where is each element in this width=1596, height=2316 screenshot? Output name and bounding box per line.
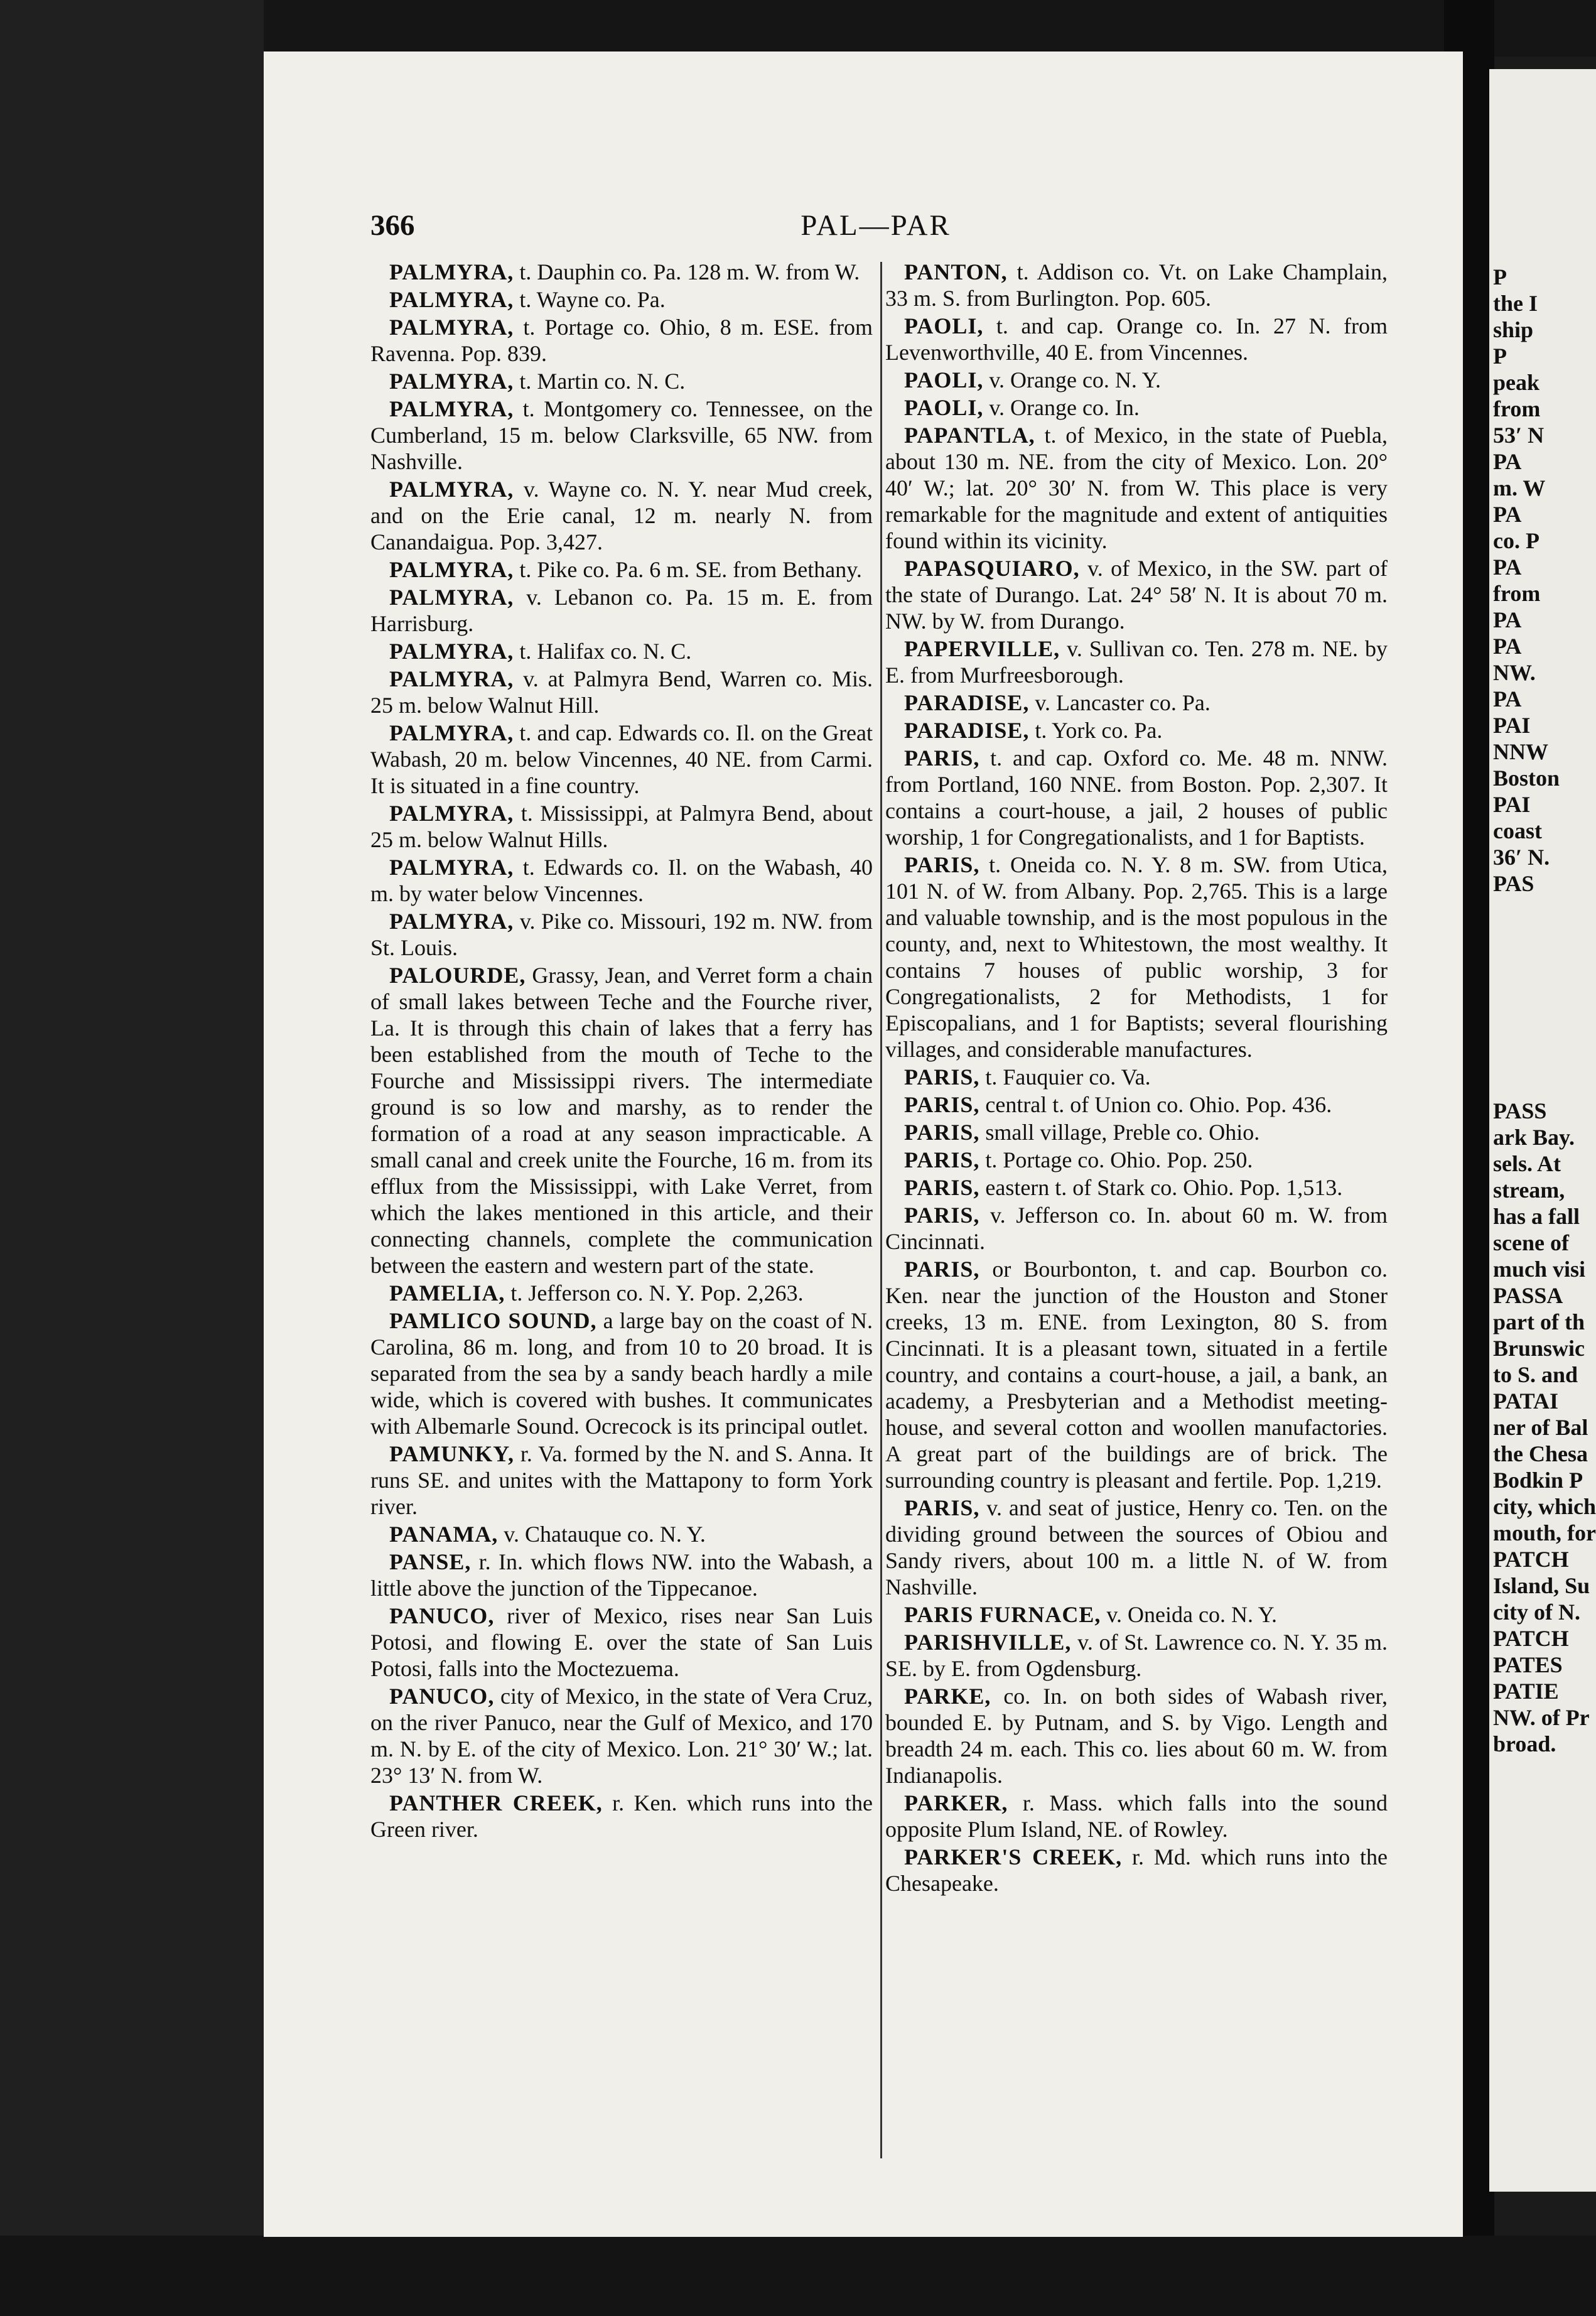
- entry-text: a large bay on the coast of N. Carolina, 86 m. long, and from 10 to 20 broad. It is separated from the sea by a sandy beach hardly a mile wide, which is covered with bushes. It communicates with Albemarle Sound. Ocrecock is its principal outlet.: [370, 1308, 873, 1439]
- adjacent-page-fragment: m. W: [1493, 475, 1546, 501]
- entry-headword: PANUCO,: [389, 1603, 495, 1628]
- entry-text: r. Md. which runs into the Chesapeake.: [885, 1844, 1388, 1896]
- entry-headword: PALMYRA,: [389, 585, 514, 610]
- entry-headword: PARIS FURNACE,: [904, 1602, 1101, 1627]
- adjacent-page-fragment: P: [1493, 264, 1507, 290]
- entry-text: r. Ken. which runs into the Green river.: [370, 1790, 873, 1842]
- entry-headword: PAOLI,: [904, 395, 984, 420]
- gazetteer-entry: [885, 1256, 1388, 1493]
- adjacent-page-fragment: to S. and: [1493, 1362, 1578, 1387]
- gazetteer-entry: [885, 636, 1388, 688]
- entry-text: t. Edwards co. Il. on the Wabash, 40 m. by water below Vincennes.: [370, 855, 873, 906]
- entry-headword: PALMYRA,: [389, 639, 514, 664]
- gazetteer-entry: [885, 717, 1388, 744]
- entry-headword: PARIS,: [904, 852, 980, 877]
- entry-text: t. and cap. Orange co. In. 27 N. from Levenworthville, 40 E. from Vincennes.: [885, 313, 1388, 365]
- adjacent-page-fragment: PA: [1493, 686, 1522, 712]
- gazetteer-entry: [370, 1280, 873, 1306]
- gazetteer-entry: [370, 584, 873, 637]
- gazetteer-entry: [885, 367, 1388, 393]
- entry-headword: PALMYRA,: [389, 315, 514, 340]
- entry-headword: PALMYRA,: [389, 287, 514, 312]
- gazetteer-entry: [370, 259, 873, 285]
- entry-headword: PARISHVILLE,: [904, 1630, 1072, 1655]
- entry-headword: PANUCO,: [389, 1684, 495, 1709]
- entry-headword: PALMYRA,: [389, 801, 514, 826]
- adjacent-page-fragment: 53′ N: [1493, 423, 1545, 448]
- gazetteer-entry: [370, 854, 873, 907]
- adjacent-page-fragment: PATIE: [1493, 1679, 1559, 1704]
- entry-text: city of Mexico, in the state of Vera Cruz, on the river Panuco, near the Gulf of Mexico, and 170 m. N. by E. of the city of Mexico. Lon. 21° 30′ W.; lat. 23° 13′ N. from W.: [370, 1684, 873, 1788]
- entry-text: t. Jefferson co. N. Y. Pop. 2,263.: [510, 1280, 804, 1306]
- adjacent-page-fragment: ship: [1493, 317, 1534, 342]
- entry-text: Grassy, Jean, and Verret form a chain of small lakes between Teche and the Fourche river, La. It is through this chain of lakes that a ferry has been established from the mouth of Teche to the Fourche and Mississippi rivers. The intermediate ground is so low and marshy, as to render the formation of a road at any season impracticable. A small canal and creek unite the Fourche, 16 m. from its efflux from the Mississippi, with Lake Verret, from which the lakes mentioned in this article, and their connecting channels, complete the communication between the eastern and western part of the state.: [370, 963, 873, 1278]
- entry-headword: PARKER,: [904, 1790, 1008, 1815]
- adjacent-page-fragment: PAI: [1493, 792, 1531, 817]
- gazetteer-entry: [885, 745, 1388, 850]
- adjacent-page-fragment: has a fall: [1493, 1204, 1580, 1229]
- entry-headword: PARKER'S CREEK,: [904, 1844, 1123, 1870]
- running-header: [370, 208, 1381, 252]
- gazetteer-entry: [885, 852, 1388, 1063]
- adjacent-page-fragment: P: [1493, 344, 1507, 369]
- gazetteer-entry: [370, 396, 873, 475]
- entry-headword: PARIS,: [904, 1092, 980, 1117]
- entry-headword: PALOURDE,: [389, 963, 526, 988]
- adjacent-page-fragment: co. P: [1493, 528, 1539, 553]
- entry-headword: PARADISE,: [904, 718, 1030, 743]
- entry-text: t. and cap. Edwards co. Il. on the Great Wabash, 20 m. below Vincennes, 40 NE. from Carmi. It is situated in a fine country.: [370, 720, 873, 798]
- adjacent-page-fragment: NW.: [1493, 660, 1536, 685]
- gazetteer-entry: [370, 556, 873, 583]
- right-column: [885, 259, 1388, 2168]
- entry-headword: PANAMA,: [389, 1522, 499, 1547]
- entry-headword: PALMYRA,: [389, 396, 514, 421]
- gazetteer-entry: [370, 1603, 873, 1682]
- gazetteer-entry: [885, 1495, 1388, 1600]
- entry-text: v. Wayne co. N. Y. near Mud creek, and on the Erie canal, 12 m. nearly N. from Canandaigua. Pop. 3,427.: [370, 477, 873, 555]
- gazetteer-entry: [885, 1091, 1388, 1118]
- entry-headword: PARADISE,: [904, 690, 1030, 715]
- entry-headword: PALMYRA,: [389, 557, 514, 582]
- adjacent-page-fragment: Brunswic: [1493, 1336, 1585, 1361]
- gazetteer-entry: [370, 286, 873, 313]
- entry-text: or Bourbonton, t. and cap. Bourbon co. Ken. near the junction of the Houston and Stoner creeks, 13 m. ENE. from Lexington, 80 S. from Cincinnati. It is a pleasant town, situated in a fertile country, and contains a court-house, a jail, a bank, an academy, a Presbyterian and a Methodist meeting-house, and several cotton and woollen manufactories. A great part of the buildings are of brick. The surrounding country is pleasant and fertile. Pop. 1,219.: [885, 1257, 1388, 1493]
- adjacent-page-fragment: city of N.: [1493, 1599, 1580, 1625]
- entry-text: t. and cap. Oxford co. Me. 48 m. NNW. from Portland, 160 NNE. from Boston. Pop. 2,307. It contains a court-house, a jail, 2 houses of public worship, 1 for Congregationalists, and 1 for Baptists.: [885, 745, 1388, 850]
- entry-text: t. Montgomery co. Tennessee, on the Cumberland, 15 m. below Clarksville, 65 NW. from Nashville.: [370, 396, 873, 474]
- adjacent-page-fragment: PASS: [1493, 1098, 1547, 1123]
- entry-text: t. Wayne co. Pa.: [519, 287, 666, 312]
- adjacent-page-fragment: mouth, for: [1493, 1520, 1596, 1545]
- gazetteer-entry: [885, 1202, 1388, 1255]
- entry-text: v. and seat of justice, Henry co. Ten. on the dividing ground between the sources of Obiou and Sandy rivers, about 100 m. a little N. of W. from Nashville.: [885, 1495, 1388, 1599]
- adjacent-page-fragment: PAS: [1493, 871, 1534, 896]
- adjacent-page-fragment: PATCH: [1493, 1547, 1569, 1572]
- gazetteer-entry: [370, 1521, 873, 1547]
- entry-headword: PANSE,: [389, 1549, 472, 1574]
- entry-headword: PAPANTLA,: [904, 423, 1035, 448]
- gazetteer-entry: [370, 476, 873, 555]
- entry-text: r. In. which flows NW. into the Wabash, a little above the junction of the Tippecanoe.: [370, 1549, 873, 1601]
- entry-text: central t. of Union co. Ohio. Pop. 436.: [985, 1092, 1332, 1117]
- entry-headword: PAOLI,: [904, 367, 984, 392]
- adjacent-page-fragment: PASSA: [1493, 1283, 1563, 1308]
- column-rule: [880, 262, 882, 2158]
- gazetteer-entry: [370, 1307, 873, 1439]
- entry-text: v. Orange co. In.: [989, 395, 1140, 420]
- entry-headword: PAMLICO SOUND,: [389, 1308, 597, 1333]
- entry-headword: PALMYRA,: [389, 909, 514, 934]
- gazetteer-entry: [885, 394, 1388, 421]
- gazetteer-entry: [885, 690, 1388, 716]
- gazetteer-entry: [885, 1844, 1388, 1897]
- gazetteer-entry: [370, 1441, 873, 1520]
- gazetteer-entry: [370, 1549, 873, 1601]
- entry-text: r. Va. formed by the N. and S. Anna. It runs SE. and unites with the Mattapony to form York river.: [370, 1441, 873, 1519]
- adjacent-page-fragment: Island, Su: [1493, 1573, 1590, 1598]
- gazetteer-entry: [370, 962, 873, 1279]
- entry-headword: PARKE,: [904, 1684, 991, 1709]
- adjacent-page-fragment: PATES: [1493, 1652, 1563, 1677]
- entry-headword: PALMYRA,: [389, 666, 514, 691]
- entry-headword: PARIS,: [904, 1495, 980, 1520]
- entry-text: r. Mass. which falls into the sound opposite Plum Island, NE. of Rowley.: [885, 1790, 1388, 1842]
- adjacent-page-fragment: broad.: [1493, 1731, 1556, 1756]
- entry-headword: PARIS,: [904, 1257, 980, 1282]
- adjacent-page-fragment: ner of Bal: [1493, 1415, 1588, 1440]
- adjacent-page-fragments: [1489, 264, 1596, 1757]
- entry-text: t. Oneida co. N. Y. 8 m. SW. from Utica, 101 N. of W. from Albany. Pop. 2,765. This is a large and valuable township, and is the most populous in the county, and, next to Whitestown, the most wealthy. It contains 7 houses of public worship, 3 for Congregationalists, 2 for Methodists, 1 for Episcopalians, and 1 for Baptists; several flourishing villages, and considerable manufactures.: [885, 852, 1388, 1062]
- adjacent-page-fragment: scene of: [1493, 1230, 1569, 1255]
- gazetteer-entry: [370, 638, 873, 664]
- gazetteer-entry: [885, 1147, 1388, 1173]
- entry-text: co. In. on both sides of Wabash river, bounded E. by Putnam, and S. by Vigo. Length and breadth 24 m. each. This co. lies about 60 m. W. from Indianapolis.: [885, 1684, 1388, 1788]
- entry-text: t. Fauquier co. Va.: [985, 1064, 1151, 1090]
- adjacent-page-fragment: ark Bay.: [1493, 1125, 1575, 1150]
- gazetteer-entry: [370, 1790, 873, 1843]
- entry-headword: PARIS,: [904, 745, 980, 771]
- entry-text: t. Halifax co. N. C.: [519, 639, 692, 664]
- entry-text: small village, Preble co. Ohio.: [985, 1120, 1260, 1145]
- adjacent-page-fragment: NW. of Pr: [1493, 1705, 1590, 1730]
- entry-text: t. Pike co. Pa. 6 m. SE. from Bethany.: [519, 557, 862, 582]
- gazetteer-entry: [370, 908, 873, 961]
- adjacent-page-edge: [1489, 69, 1596, 2192]
- entry-headword: PARIS,: [904, 1064, 980, 1090]
- adjacent-page-fragment: from: [1493, 396, 1541, 421]
- entry-text: v. Chatauque co. N. Y.: [504, 1522, 706, 1547]
- adjacent-page-fragment: stream,: [1493, 1177, 1565, 1203]
- gazetteer-entry: [370, 1683, 873, 1788]
- scan-left-border: [0, 0, 264, 2316]
- entry-text: t. Portage co. Ohio, 8 m. ESE. from Ravenna. Pop. 839.: [370, 315, 873, 366]
- entry-text: t. Dauphin co. Pa. 128 m. W. from W.: [519, 259, 860, 284]
- entry-text: v. Lebanon co. Pa. 15 m. E. from Harrisburg.: [370, 585, 873, 636]
- entry-text: v. Orange co. N. Y.: [989, 367, 1161, 392]
- adjacent-page-fragment: the I: [1493, 291, 1538, 316]
- gazetteer-entry: [885, 1064, 1388, 1090]
- adjacent-page-fragment: Bodkin P: [1493, 1468, 1583, 1493]
- entry-headword: PALMYRA,: [389, 477, 514, 502]
- entry-text: v. of Mexico, in the SW. part of the state of Durango. Lat. 24° 58′ N. It is about 70 m. NW. by W. from Durango.: [885, 556, 1388, 634]
- entry-text: t. Martin co. N. C.: [519, 369, 686, 394]
- entry-headword: PALMYRA,: [389, 369, 514, 394]
- gazetteer-page: [264, 51, 1463, 2237]
- entry-headword: PAOLI,: [904, 313, 984, 338]
- entry-headword: PALMYRA,: [389, 855, 514, 880]
- scan-bottom-border: [0, 2236, 1596, 2316]
- gazetteer-entry: [885, 1601, 1388, 1628]
- adjacent-page-fragment: coast: [1493, 818, 1542, 843]
- adjacent-page-fragment: PA: [1493, 634, 1522, 659]
- adjacent-page-fragment: PA: [1493, 449, 1522, 474]
- entry-headword: PARIS,: [904, 1120, 980, 1145]
- entry-text: v. Sullivan co. Ten. 278 m. NE. by E. from Murfreesborough.: [885, 636, 1388, 688]
- entry-text: v. Lancaster co. Pa.: [1035, 690, 1210, 715]
- header-title: PAL—PAR: [801, 209, 951, 242]
- adjacent-page-fragment: peak: [1493, 370, 1540, 395]
- entry-text: eastern t. of Stark co. Ohio. Pop. 1,513.: [985, 1175, 1343, 1200]
- entry-headword: PAPASQUIARO,: [904, 556, 1080, 581]
- gazetteer-entry: [370, 666, 873, 718]
- entry-text: t. York co. Pa.: [1035, 718, 1163, 743]
- adjacent-page-fragment: much visi: [1493, 1257, 1586, 1282]
- entry-headword: PANTON,: [904, 259, 1008, 284]
- adjacent-page-fragment: PATCH: [1493, 1626, 1569, 1651]
- entry-text: t. of Mexico, in the state of Puebla, about 130 m. NE. from the city of Mexico. Lon. 20° 40′ W.; lat. 20° 30′ N. from W. This place is very remarkable for the magnitude and extent of antiquities found within its vicinity.: [885, 423, 1388, 553]
- entry-text: v. of St. Lawrence co. N. Y. 35 m. SE. by E. from Ogdensburg.: [885, 1630, 1388, 1681]
- entry-text: t. Addison co. Vt. on Lake Champlain, 33 m. S. from Burlington. Pop. 605.: [885, 259, 1388, 311]
- gazetteer-entry: [370, 800, 873, 853]
- gazetteer-entry: [370, 314, 873, 367]
- gazetteer-entry: [885, 1683, 1388, 1788]
- entry-headword: PALMYRA,: [389, 259, 514, 284]
- adjacent-page-fragment: PA: [1493, 607, 1522, 632]
- entry-headword: PAPERVILLE,: [904, 636, 1060, 661]
- entry-headword: PALMYRA,: [389, 720, 514, 745]
- adjacent-page-fragment: PAI: [1493, 713, 1531, 738]
- entry-headword: PANTHER CREEK,: [389, 1790, 603, 1815]
- adjacent-page-fragment: part of th: [1493, 1309, 1585, 1334]
- left-column: [370, 259, 873, 2168]
- entry-headword: PAMUNKY,: [389, 1441, 514, 1466]
- gazetteer-entry: [885, 313, 1388, 365]
- entry-headword: PARIS,: [904, 1175, 980, 1200]
- adjacent-page-fragment: the Chesa: [1493, 1441, 1588, 1466]
- gazetteer-entry: [885, 1790, 1388, 1843]
- entry-text: v. Jefferson co. In. about 60 m. W. from Cincinnati.: [885, 1203, 1388, 1254]
- gazetteer-entry: [370, 720, 873, 799]
- adjacent-page-fragment: city, which: [1493, 1494, 1596, 1519]
- adjacent-page-fragment: 36′ N.: [1493, 845, 1550, 870]
- gazetteer-entry: [885, 555, 1388, 634]
- adjacent-page-fragment: Boston: [1493, 766, 1560, 791]
- gazetteer-entry: [885, 1119, 1388, 1145]
- gazetteer-entry: [885, 259, 1388, 311]
- gazetteer-entry: [885, 1174, 1388, 1201]
- entry-text: v. at Palmyra Bend, Warren co. Mis. 25 m. below Walnut Hill.: [370, 666, 873, 718]
- gazetteer-entry: [370, 368, 873, 394]
- adjacent-page-fragment: from: [1493, 581, 1541, 606]
- entry-text: t. Mississippi, at Palmyra Bend, about 25 m. below Walnut Hills.: [370, 801, 873, 852]
- adjacent-page-fragment: PA: [1493, 502, 1522, 527]
- entry-text: river of Mexico, rises near San Luis Potosi, and flowing E. over the state of San Luis Potosi, falls into the Moctezuema.: [370, 1603, 873, 1681]
- adjacent-page-fragment: PATAI: [1493, 1388, 1558, 1414]
- entry-text: t. Portage co. Ohio. Pop. 250.: [985, 1147, 1253, 1172]
- gazetteer-entry: [885, 422, 1388, 554]
- gazetteer-entry: [885, 1629, 1388, 1682]
- adjacent-page-fragment: NNW: [1493, 739, 1548, 764]
- adjacent-page-fragment: sels. At: [1493, 1151, 1561, 1176]
- entry-text: v. Pike co. Missouri, 192 m. NW. from St. Louis.: [370, 909, 873, 960]
- entry-text: v. Oneida co. N. Y.: [1106, 1602, 1277, 1627]
- entry-headword: PARIS,: [904, 1203, 980, 1228]
- entry-headword: PAMELIA,: [389, 1280, 505, 1306]
- adjacent-page-fragment: PA: [1493, 555, 1522, 580]
- page-number: 366: [370, 209, 415, 242]
- entry-headword: PARIS,: [904, 1147, 980, 1172]
